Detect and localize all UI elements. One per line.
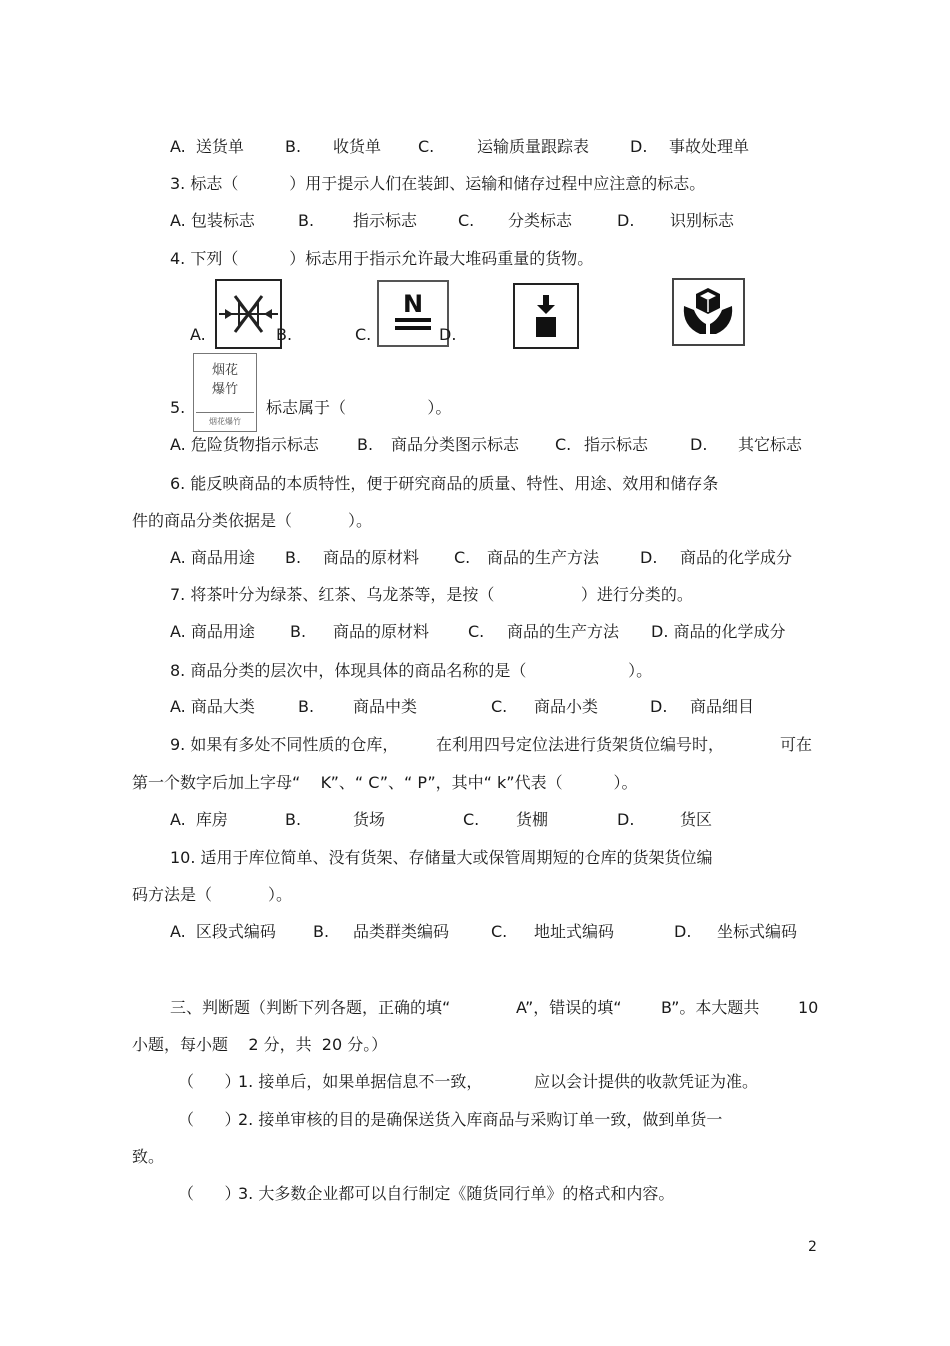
sign-text-bottom: 烟花爆竹 [209,417,241,426]
option-b-text: 商品分类图示标志 [391,435,520,454]
option-b-text: 商品的原材料 [333,622,430,641]
option-b-text: 商品的原材料 [323,548,420,567]
option-a: A. 区段式编码 [170,922,276,941]
option-d-letter: D. [674,922,692,941]
option-d-letter: D. [617,211,635,230]
option-b-letter: B. [285,137,302,156]
option-d-text: 货区 [680,810,713,829]
section-3-line1-part1: 三、判断题（判断下列各题，正确的填“ [170,998,451,1017]
page-number: 2 [808,1239,817,1255]
weight-limit-sign [513,283,579,349]
option-b-letter: B. [357,435,374,454]
option-b-letter: B. [313,922,330,941]
option-c-letter: C. [418,137,435,156]
judgment-2-text-cont: 致。 [132,1147,165,1166]
section-3-line1-part2: A”，错误的填“ [516,998,622,1017]
option-d-letter: D. [630,137,648,156]
option-d: D. 商品的化学成分 [651,622,786,641]
option-b-text: 货场 [353,810,386,829]
option-b-letter: B. [290,622,307,641]
handle-with-care-sign [672,278,745,346]
fireworks-sign [193,353,257,432]
q4-option-b: B. [276,325,293,344]
option-d-text: 其它标志 [738,435,803,454]
option-c-letter: C. [458,211,475,230]
option-a: A. 送货单 [170,137,244,156]
option-a: A. 商品用途 [170,548,255,567]
option-c-letter: C. [454,548,471,567]
judgment-3-text: 3. 大多数企业都可以自行制定《随货同行单》的格式和内容。 [238,1184,675,1203]
option-c-letter: C. [491,922,508,941]
option-d-letter: D. [617,810,635,829]
q4-stem: 4. 下列（ ）标志用于指示允许最大堆码重量的货物。 [170,249,594,268]
section-3-line1-part3: B”。本大题共 [661,998,760,1017]
option-d-text: 商品细目 [690,697,755,716]
option-c-text: 指示标志 [584,435,649,454]
sign-text-top: 烟花 [211,363,238,378]
option-a: A. 商品用途 [170,622,255,641]
judgment-1-text: 1. 接单后，如果单据信息不一致， [238,1072,483,1091]
option-a: A. 包装标志 [170,211,255,230]
judgment-1-text-cont: 应以会计提供的收款凭证为准。 [534,1072,759,1091]
q9-stem-line1-part1: 9. 如果有多处不同性质的仓库， [170,735,399,754]
option-b-letter: B. [298,211,315,230]
q5-number: 5. [170,398,186,417]
section-3-line2: 小题，每小题 2 分，共 20 分。） [132,1035,388,1054]
sign-text-middle: 爆竹 [211,382,238,397]
option-d-letter: D. [690,435,708,454]
judgment-2-text: 2. 接单审核的目的是确保送货入库商品与采购订单一致，做到单货一 [238,1110,723,1129]
weight-icon [515,285,577,347]
option-b-text: 指示标志 [353,211,418,230]
option-d-text: 坐标式编码 [717,922,798,941]
q9-stem-line1-part3: 可在 [780,735,813,754]
option-b-letter: B. [285,810,302,829]
option-b-text: 收货单 [333,137,382,156]
judgment-1-paren: （ ） [178,1072,241,1091]
option-c-text: 货棚 [516,810,549,829]
q10-stem-line2: 码方法是（ ）。 [132,885,292,904]
option-c-text: 分类标志 [508,211,573,230]
sign-letter: N [402,290,424,318]
option-c-text: 地址式编码 [534,922,615,941]
q4-option-c: C. [355,325,372,344]
q9-stem-line2: 第一个数字后加上字母“ K”、“ C”、“ P”，其中“ k”代表（ ）。 [132,773,638,792]
option-d-text: 事故处理单 [669,137,750,156]
q6-stem-line2: 件的商品分类依据是（ ）。 [132,511,372,530]
stacking-limit-sign [215,279,282,349]
judgment-3-paren: （ ） [178,1184,241,1203]
section-3-line1-part4: 10 [798,998,819,1017]
option-d-letter: D. [640,548,658,567]
option-c-text: 商品小类 [534,697,599,716]
q7-stem: 7. 将茶叶分为绿茶、红茶、乌龙茶等，是按（ ）进行分类的。 [170,585,693,604]
option-a: A. 危险货物指示标志 [170,435,319,454]
q10-stem-line1: 10. 适用于库位简单、没有货架、存储量大或保管周期短的仓库的货架货位编 [170,848,713,867]
option-b-letter: B. [298,697,315,716]
q9-stem-line1-part2: 在利用四号定位法进行货架货位编号时， [436,735,725,754]
q3-stem: 3. 标志（ ）用于提示人们在装卸、运输和储存过程中应注意的标志。 [170,174,706,193]
option-c-letter: C. [463,810,480,829]
option-d-text: 识别标志 [670,211,735,230]
option-d-letter: D. [650,697,668,716]
option-c-text: 商品的生产方法 [487,548,600,567]
arrows-icon [217,281,280,347]
option-c-text: 商品的生产方法 [507,622,620,641]
option-c-letter: C. [491,697,508,716]
q4-option-d: D. [439,325,457,344]
option-b-letter: B. [285,548,302,567]
option-c-text: 运输质量跟踪表 [477,137,590,156]
q6-stem-line1: 6. 能反映商品的本质特性，便于研究商品的质量、特性、用途、效用和储存条 [170,474,719,493]
option-c-letter: C. [468,622,485,641]
option-b-text: 品类群类编码 [353,922,450,941]
q5-stem: 标志属于（ ）。 [266,398,452,417]
q8-stem: 8. 商品分类的层次中，体现具体的商品名称的是（ ）。 [170,661,653,680]
hands-box-icon [674,280,743,344]
option-a: A. 库房 [170,810,228,829]
option-d-text: 商品的化学成分 [680,548,793,567]
q4-option-a: A. [190,325,206,344]
option-b-text: 商品中类 [353,697,418,716]
option-a: A. 商品大类 [170,697,255,716]
judgment-2-paren: （ ） [178,1110,241,1129]
option-c-letter: C. [555,435,572,454]
